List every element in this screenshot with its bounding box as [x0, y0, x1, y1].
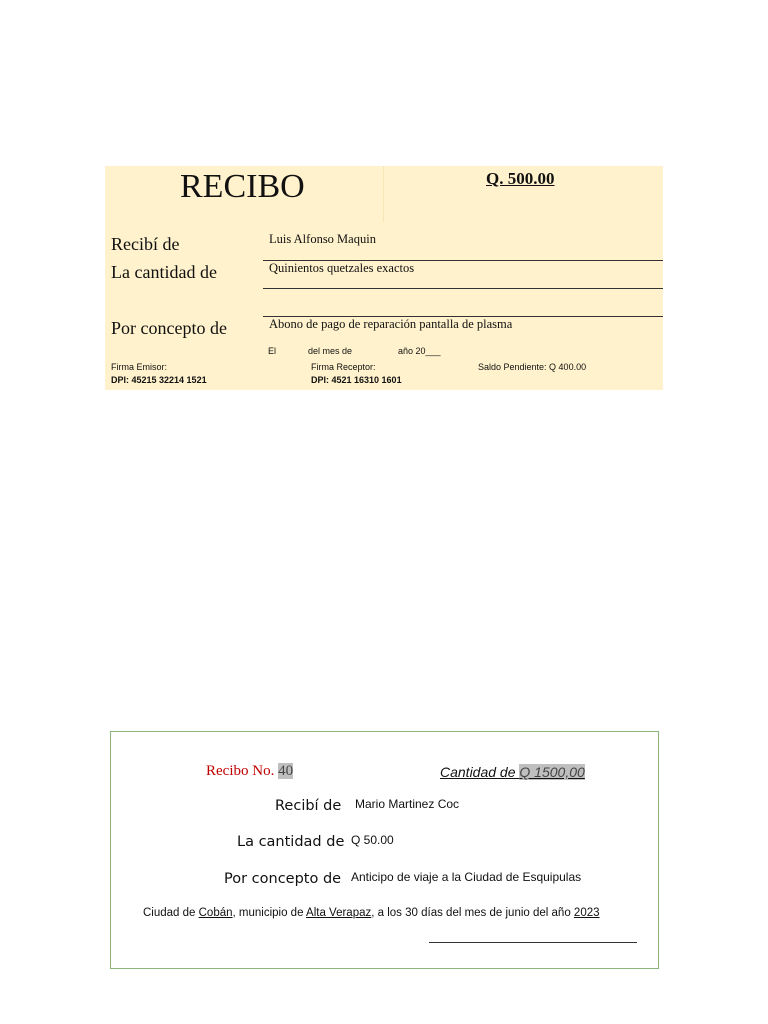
receipt-number-value: 40: [278, 763, 294, 779]
receiver-dpi: DPI: 4521 16310 1601: [311, 375, 402, 385]
issuer-dpi: DPI: 45215 32214 1521: [111, 375, 207, 385]
department: Alta Verapaz: [306, 907, 372, 919]
received-from-value: Mario Martinez Coc: [355, 797, 460, 811]
receipt-amount: Q. 500.00: [486, 169, 555, 188]
amount-label: Cantidad de: [440, 764, 520, 780]
amount-label: La cantidad de: [111, 262, 217, 282]
date-month-label: del mes de: [308, 346, 353, 356]
year: 2023: [573, 907, 600, 919]
footer-text: Ciudad de: [143, 907, 199, 919]
amount-text-label: La cantidad de: [237, 834, 345, 850]
receipt-number-label: Recibo No.: [206, 763, 275, 779]
received-from-label: Recibí de: [111, 234, 180, 254]
concept-label: Por concepto de: [111, 318, 227, 338]
receipt-number: [206, 763, 293, 780]
concept-label: Por concepto de: [224, 871, 342, 887]
received-from-value: Luis Alfonso Maquin: [269, 232, 376, 246]
receipt-two: [110, 731, 659, 969]
received-from-label: Recibí de: [275, 798, 342, 814]
amount-value: Q 1500,00: [519, 764, 585, 780]
amount-line: [263, 288, 663, 289]
footer-text: , a los 30 días del mes de junio del año: [371, 907, 574, 919]
issuer-signature-label: Firma Emisor:: [111, 362, 167, 372]
date-year-label: año 20___: [398, 346, 441, 356]
title-divider: [383, 166, 384, 222]
date-day-label: El: [268, 346, 277, 356]
amount-value: Quinientos quetzales exactos: [269, 261, 415, 275]
concept-value: Anticipo de viaje a la Ciudad de Esquipulas: [351, 870, 582, 884]
footer-text: , municipio de: [232, 907, 307, 919]
receipt-one: [105, 166, 663, 390]
place-date-line: [143, 907, 600, 919]
concept-value: Abono de pago de reparación pantalla de plasma: [269, 317, 513, 331]
amount-text-value: Q 50.00: [351, 833, 394, 847]
signature-line: [429, 942, 637, 943]
pending-balance: Saldo Pendiente: Q 400.00: [478, 362, 587, 372]
receiver-signature-label: Firma Receptor:: [311, 362, 376, 372]
city: Cobán: [198, 907, 233, 919]
receipt-title: RECIBO: [180, 168, 305, 205]
receipt-amount: [440, 764, 585, 780]
